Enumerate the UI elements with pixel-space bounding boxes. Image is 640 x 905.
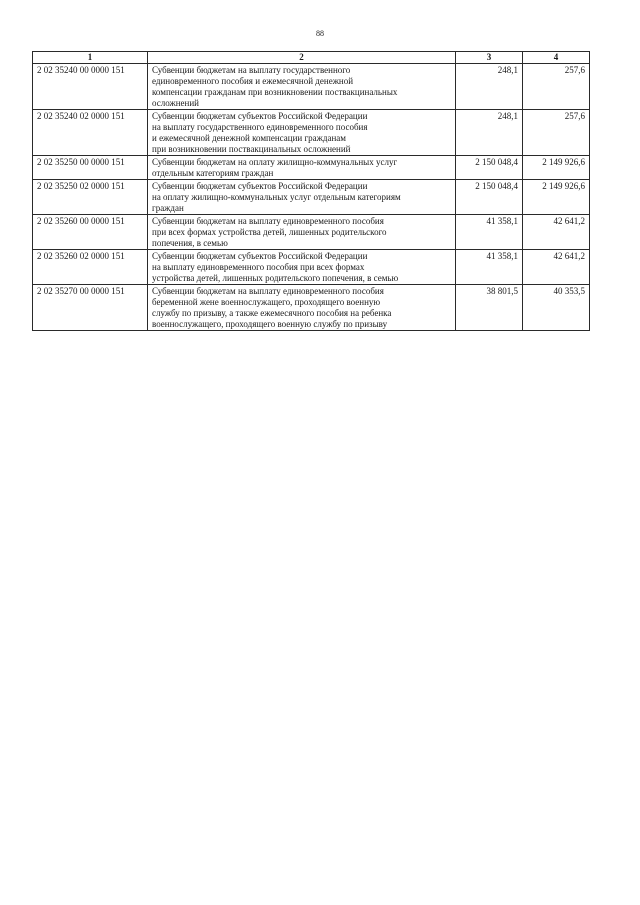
name-line: при возникновении поствакцинальных осложнений	[152, 144, 351, 154]
table-row	[33, 250, 590, 285]
subvention-name	[148, 156, 456, 180]
name-line: Субвенции бюджетам на оплату жилищно-коммунальных услуг	[152, 157, 398, 167]
amount-col3: 41 358,1	[456, 215, 523, 250]
subvention-name	[148, 110, 456, 156]
column-header-1: 1	[33, 52, 148, 64]
amount-col4: 42 641,2	[523, 250, 590, 285]
name-line: осложнений	[152, 98, 199, 108]
subvention-name	[148, 64, 456, 110]
amount-col3: 248,1	[456, 64, 523, 110]
subvention-name	[148, 285, 456, 331]
amount-col4: 2 149 926,6	[523, 156, 590, 180]
amount-col4: 40 353,5	[523, 285, 590, 331]
name-line: Субвенции бюджетам на выплату государственного	[152, 65, 351, 75]
budget-code: 2 02 35250 02 0000 151	[33, 180, 148, 215]
amount-col4: 42 641,2	[523, 215, 590, 250]
name-line: и ежемесячной денежной компенсации гражданам	[152, 133, 346, 143]
budget-code: 2 02 35260 02 0000 151	[33, 250, 148, 285]
name-line: попечения, в семью	[152, 238, 228, 248]
subvention-name	[148, 250, 456, 285]
budget-code: 2 02 35240 02 0000 151	[33, 110, 148, 156]
column-header-3: 3	[456, 52, 523, 64]
name-line: военнослужащего, проходящего военную службу по призыву	[152, 319, 388, 329]
amount-col3: 41 358,1	[456, 250, 523, 285]
amount-col4: 257,6	[523, 64, 590, 110]
table-row	[33, 64, 590, 110]
budget-table	[32, 51, 590, 331]
amount-col3: 248,1	[456, 110, 523, 156]
name-line: на выплату единовременного пособия при всех формах	[152, 262, 365, 272]
budget-code: 2 02 35270 00 0000 151	[33, 285, 148, 331]
table-row	[33, 156, 590, 180]
name-line: службу по призыву, а также ежемесячного пособия на ребенка	[152, 308, 392, 318]
column-header-4: 4	[523, 52, 590, 64]
table-row	[33, 110, 590, 156]
name-line: устройства детей, лишенных родительского попечения, в семью	[152, 273, 399, 283]
page-number: 88	[316, 29, 324, 38]
table-header-row	[33, 52, 590, 64]
name-line: при всех формах устройства детей, лишенных родительского	[152, 227, 387, 237]
budget-code: 2 02 35260 00 0000 151	[33, 215, 148, 250]
budget-code: 2 02 35250 00 0000 151	[33, 156, 148, 180]
column-header-2: 2	[148, 52, 456, 64]
table-row	[33, 215, 590, 250]
subvention-name	[148, 180, 456, 215]
name-line: Субвенции бюджетам на выплату единовременного пособия	[152, 286, 384, 296]
name-line: отдельным категориям граждан	[152, 168, 274, 178]
amount-col3: 2 150 048,4	[456, 180, 523, 215]
name-line: компенсации гражданам при возникновении поствакцинальных	[152, 87, 398, 97]
name-line: на выплату государственного единовременного пособия	[152, 122, 368, 132]
name-line: Субвенции бюджетам на выплату единовременного пособия	[152, 216, 384, 226]
table-row	[33, 180, 590, 215]
name-line: единовременного пособия и ежемесячной денежной	[152, 76, 354, 86]
amount-col3: 2 150 048,4	[456, 156, 523, 180]
table-row	[33, 285, 590, 331]
amount-col4: 2 149 926,6	[523, 180, 590, 215]
name-line: Субвенции бюджетам субъектов Российской Федерации	[152, 111, 368, 121]
name-line: беременной жене военнослужащего, проходящего военную	[152, 297, 381, 307]
name-line: Субвенции бюджетам субъектов Российской Федерации	[152, 251, 368, 261]
subvention-name	[148, 215, 456, 250]
amount-col3: 38 801,5	[456, 285, 523, 331]
name-line: на оплату жилищно-коммунальных услуг отдельным категориям	[152, 192, 401, 202]
budget-code: 2 02 35240 00 0000 151	[33, 64, 148, 110]
name-line: Субвенции бюджетам субъектов Российской Федерации	[152, 181, 368, 191]
name-line: граждан	[152, 203, 184, 213]
amount-col4: 257,6	[523, 110, 590, 156]
